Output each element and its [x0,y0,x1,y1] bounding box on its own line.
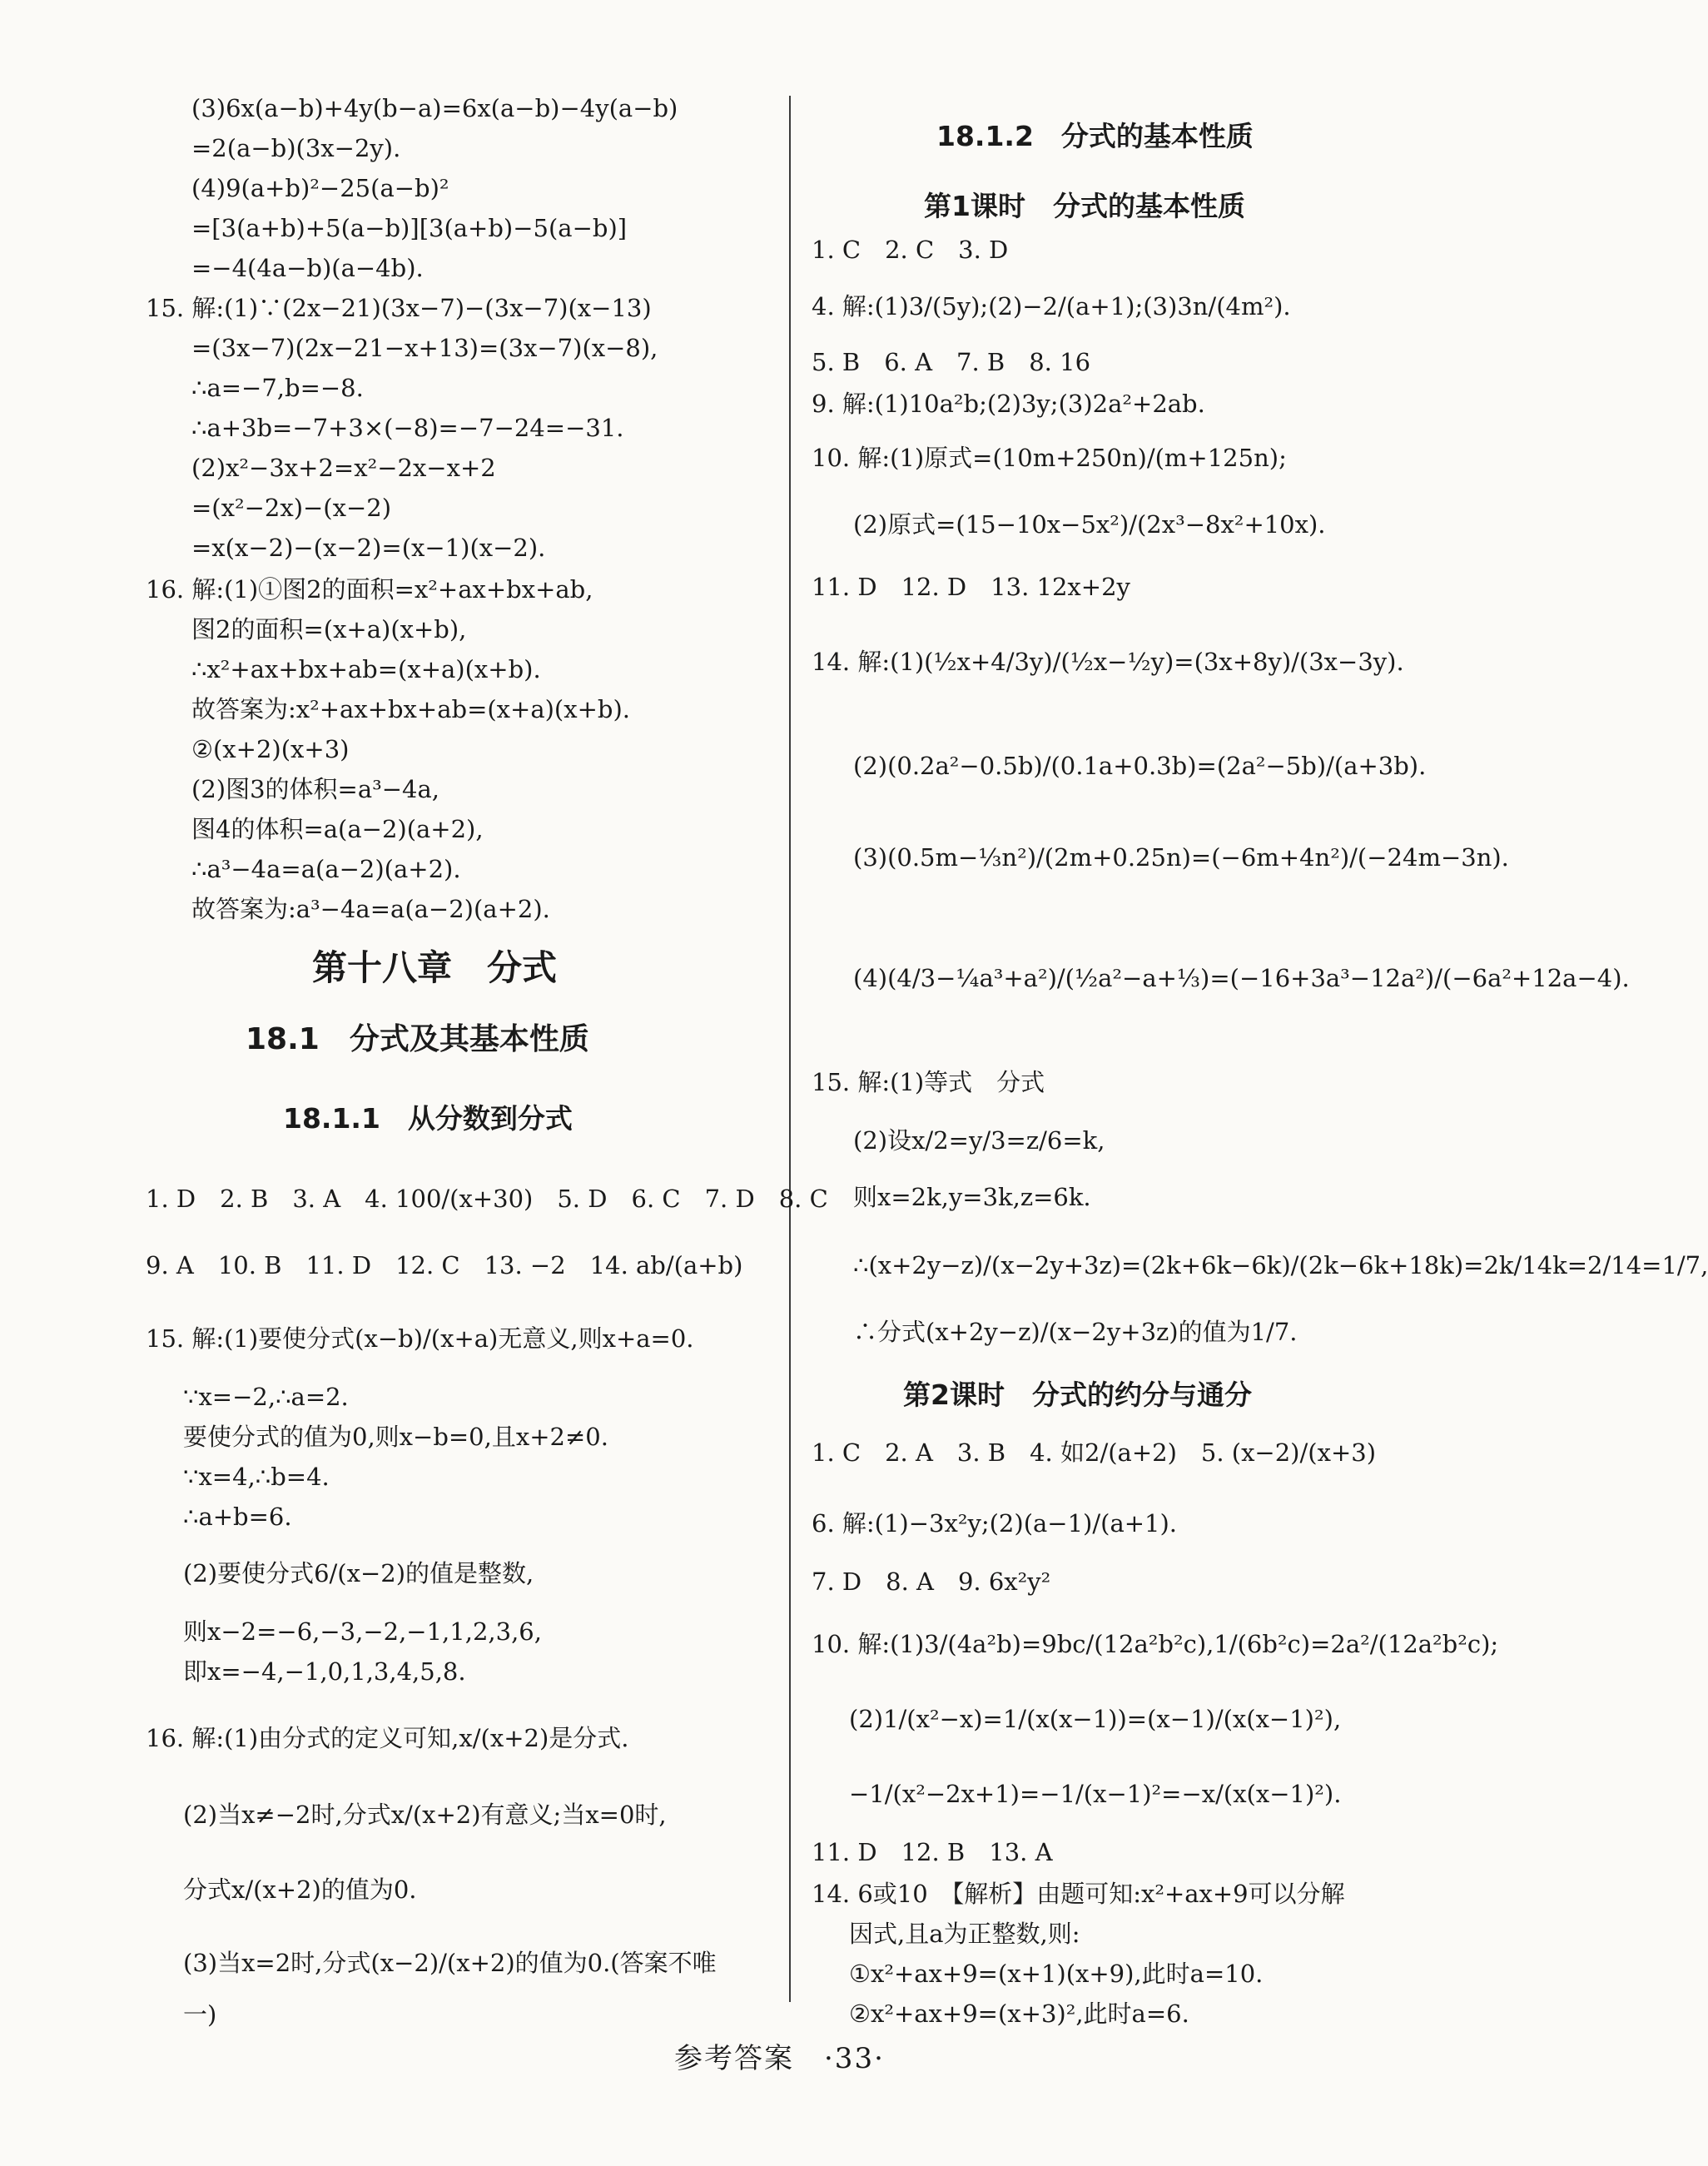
answer-line: (2)设x/2=y/3=z/6=k, [853,1126,1105,1155]
answer-line: 图4的体积=a(a−2)(a+2), [191,815,484,843]
column-divider [789,96,791,2002]
answer-line: ②(x+2)(x+3) [191,735,350,763]
answer-line: 1. C 2. C 3. D [812,236,1009,264]
answer-line: 14. 解:(1)(½x+4/3y)/(½x−½y)=(3x+8y)/(3x−3y). [812,648,1404,676]
answer-line: 15. 解:(1)等式 分式 [812,1068,1045,1096]
answer-line: 1. D 2. B 3. A 4. 100/(x+30) 5. D 6. C 7. D 8. C [146,1185,828,1213]
answer-line: 一) [183,2000,217,2029]
answer-line: =(x²−2x)−(x−2) [191,494,392,522]
answer-line: 5. B 6. A 7. B 8. 16 [812,348,1091,376]
answer-line: 即x=−4,−1,0,1,3,4,5,8. [183,1657,466,1686]
answer-line: =x(x−2)−(x−2)=(x−1)(x−2). [191,534,546,562]
answer-line: (2)1/(x²−x)=1/(x(x−1))=(x−1)/(x(x−1)²), [849,1705,1342,1733]
answer-line: ∴a=−7,b=−8. [191,374,364,402]
answer-line: ∴a+b=6. [183,1503,292,1531]
answer-line: (2)原式=(15−10x−5x²)/(2x³−8x²+10x). [853,510,1326,539]
answer-line: 15. 解:(1)∵(2x−21)(3x−7)−(3x−7)(x−13) [146,294,652,322]
answer-line: (2)x²−3x+2=x²−2x−x+2 [191,454,496,482]
answer-line: ∴a³−4a=a(a−2)(a+2). [191,855,461,883]
answer-line: ∴(x+2y−z)/(x−2y+3z)=(2k+6k−6k)/(2k−6k+18k)=2k/14k=2/14=1/7, [853,1251,1708,1279]
answer-line: (4)(4/3−¼a³+a²)/(½a²−a+⅓)=(−16+3a³−12a²)/(−6a²+12a−4). [853,964,1630,992]
answer-line: ①x²+ax+9=(x+1)(x+9),此时a=10. [849,1960,1264,1988]
answer-line: 故答案为:x²+ax+bx+ab=(x+a)(x+b). [191,695,630,723]
answer-line: 因式,且a为正整数,则: [849,1920,1080,1948]
answer-line: 1. C 2. A 3. B 4. 如2/(a+2) 5. (x−2)/(x+3) [812,1438,1377,1467]
answer-line: (3)6x(a−b)+4y(b−a)=6x(a−b)−4y(a−b) [191,94,678,122]
answer-line: 9. 解:(1)10a²b;(2)3y;(3)2a²+2ab. [812,390,1205,418]
answer-line: =(3x−7)(2x−21−x+13)=(3x−7)(x−8), [191,334,658,362]
answer-line: 10. 解:(1)3/(4a²b)=9bc/(12a²b²c),1/(6b²c)=2a²/(12a²b²c); [812,1630,1499,1658]
answer-line: 15. 解:(1)要使分式(x−b)/(x+a)无意义,则x+a=0. [146,1324,694,1353]
answer-line: ②x²+ax+9=(x+3)²,此时a=6. [849,2000,1189,2028]
answer-line: ∴x²+ax+bx+ab=(x+a)(x+b). [191,655,541,683]
chapter-title: 第十八章 分式 [312,947,558,988]
section-title: 18.1 分式及其基本性质 [246,1022,589,1056]
answer-line: 6. 解:(1)−3x²y;(2)(a−1)/(a+1). [812,1509,1178,1538]
answer-line: (3)当x=2时,分式(x−2)/(x+2)的值为0.(答案不唯 [183,1949,717,1977]
answer-line: 9. A 10. B 11. D 12. C 13. −2 14. ab/(a+b) [146,1251,743,1279]
lesson-title: 第2课时 分式的约分与通分 [903,1379,1252,1411]
answer-line: (2)要使分式6/(x−2)的值是整数, [183,1559,534,1587]
answer-line: −1/(x²−2x+1)=−1/(x−1)²=−x/(x(x−1)²). [849,1780,1342,1808]
answer-line: =−4(4a−b)(a−4b). [191,254,424,282]
answer-line: (3)(0.5m−⅓n²)/(2m+0.25n)=(−6m+4n²)/(−24m−3n). [853,843,1509,872]
subsection-title: 18.1.1 从分数到分式 [283,1102,573,1135]
answer-line: =[3(a+b)+5(a−b)][3(a+b)−5(a−b)] [191,214,628,242]
answer-line: 故答案为:a³−4a=a(a−2)(a+2). [191,895,550,923]
answer-line: 14. 6或10 【解析】由题可知:x²+ax+9可以分解 [812,1880,1345,1908]
answer-line: (2)当x≠−2时,分式x/(x+2)有意义;当x=0时, [183,1801,667,1829]
answer-line: ∴a+3b=−7+3×(−8)=−7−24=−31. [191,414,624,442]
answer-line: 图2的面积=(x+a)(x+b), [191,615,467,643]
answer-line: 则x−2=−6,−3,−2,−1,1,2,3,6, [183,1617,542,1646]
answer-line: 16. 解:(1)①图2的面积=x²+ax+bx+ab, [146,575,593,604]
subsection-title: 18.1.2 分式的基本性质 [936,120,1254,152]
page-footer: 参考答案 ·33· [674,2042,885,2075]
answer-line: 要使分式的值为0,则x−b=0,且x+2≠0. [183,1423,608,1451]
answer-line: ∴分式(x+2y−z)/(x−2y+3z)的值为1/7. [853,1318,1298,1346]
answer-line: (4)9(a+b)²−25(a−b)² [191,174,449,202]
answer-line: ∵x=−2,∴a=2. [183,1383,349,1411]
answer-line: ∵x=4,∴b=4. [183,1463,330,1491]
lesson-title: 第1课时 分式的基本性质 [924,190,1245,222]
answer-line: 则x=2k,y=3k,z=6k. [853,1183,1091,1211]
answer-line: 16. 解:(1)由分式的定义可知,x/(x+2)是分式. [146,1724,629,1752]
answer-line: (2)图3的体积=a³−4a, [191,775,440,803]
answer-line: (2)(0.2a²−0.5b)/(0.1a+0.3b)=(2a²−5b)/(a+3b). [853,752,1427,780]
answer-line: 11. D 12. D 13. 12x+2y [812,573,1130,601]
answer-line: 7. D 8. A 9. 6x²y² [812,1567,1051,1596]
answer-line: 11. D 12. B 13. A [812,1838,1053,1866]
answer-line: =2(a−b)(3x−2y). [191,134,401,162]
answer-line: 4. 解:(1)3/(5y);(2)−2/(a+1);(3)3n/(4m²). [812,292,1291,320]
answer-line: 分式x/(x+2)的值为0. [183,1875,417,1904]
answer-line: 10. 解:(1)原式=(10m+250n)/(m+125n); [812,444,1287,472]
